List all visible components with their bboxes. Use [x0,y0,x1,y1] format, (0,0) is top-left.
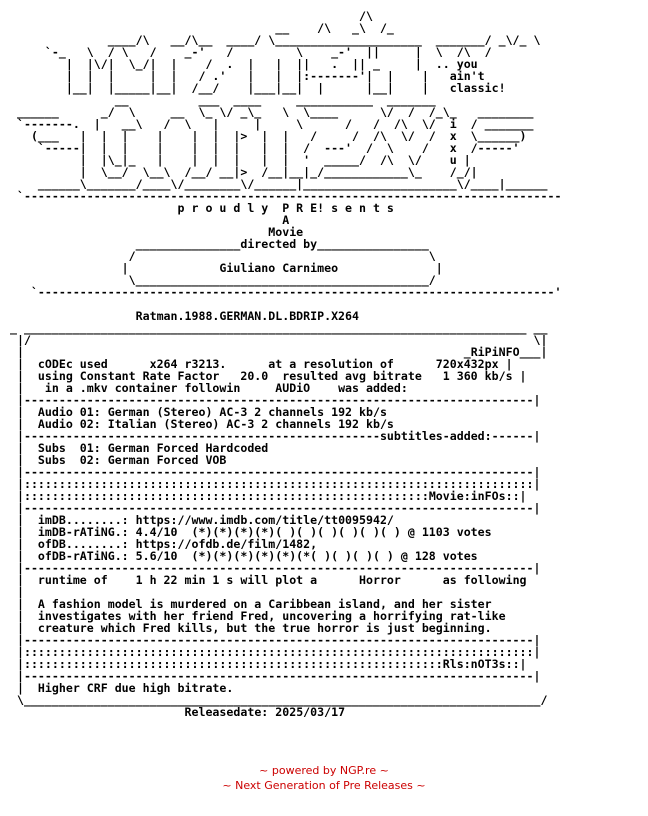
plot-line: investigates with her friend Fred, uncovering a horrifying rat-like [37,609,506,623]
ripinfo-line: using Constant Rate Factor 20.0 resulted avg bitrate 1 360 kb/s [37,369,513,383]
tagline-link[interactable]: ~ Next Generation of Pre Releases ~ [222,779,426,792]
notes-line: Higher CRF due high bitrate. [37,681,234,695]
ofdb-link-line: ofDB........: https://ofdb.de/film/1482, [37,537,318,551]
ripinfo-line: in a .mkv container followin AUDiO was added: [37,381,408,395]
ripinfo-line: cODEc used x264 r3213. at a resolution of 720x432px [37,357,499,371]
footer-tagline [0,779,648,793]
plot-line: A fashion model is murdered on a Caribbean island, and her sister [37,597,492,611]
imdb-link-line: imDB........: https://www.imdb.com/title/tt0095942/ [37,513,394,527]
movie-infos-header: Movie:inFOs: [428,489,513,503]
subtitle-line: Subs 01: German Forced Hardcoded [37,441,269,455]
audio-line: Audio 01: German (Stereo) AC-3 2 channels 192 kb/s [37,405,387,419]
info-box-bottom-border: \__________________________________________________________________________/ [10,693,548,707]
release-title: Ratman.1988.GERMAN.DL.BDRIP.X264 [135,309,360,323]
imdb-rating-line: imDB-rATiNG.: 4.4/10 (*)(*)(*)(*)( )( )( )( )( )( ) @ 1103 votes [37,525,492,539]
ascii-logo-art: /\ __ /\ _\ /_ ____/\ __/\__ ____/ \_____________________ _______/ _\/_ \ `-_ \ / \ / _-' / \ _-' || | \ /\ / | |\/| \_/| | / . | | || . || _ | .. you | | | | | / .' | | |:-------'| | | ain't |__| |_____|__| /__/ |___|__| | |__| | classic! __ ___ ____ ___________ _______ ______ _/ \ __ \_ \/ _\_ \ \____ \/ / /_\_ ________ `-------. | __\ / \ | | \ / / /\ \/ i / _______ (___ | | | | | | |> | | / / /\ \/ / x \______) `-----| | | | | | | | | / ---' / \ / x /-----' | |\_|_ | | | | | | ' _____/ /\ \/ u | | \__/ \__\ /__/ __|> /__|__|_/____________\_ /_/| ______\_______/____\/________\/______|______________________\/____|______ `----------------------------------------------------------------------------- p r o u d l y P R E! s e n t s A Movie _______________directed by________________ / \ | Giuliano Carnimeo | \__________________________________________/ `--------------------------------------------------------------------------' [16,9,562,299]
info-box-top-border: _ ________________________________________________________________________ __ |/ \| [10,321,548,347]
ripinfo-header: RiPiNFO [470,345,520,359]
footer-powered-by [0,764,648,778]
nfo-text: /\ __ /\ _\ /_ ____/\ __/\__ ____/ \_____________________ _______/ _\/_ \ `-_ \ / \ / _-' / \ _-' || | \ /\ / | |\/| \_/| | / . | | || . || _ | .. you | | | | | / .' | | |:-------'| | | ain't |__| |_____|__| /__/ |___|__| | |__| | classic! __ ___ ____ ___________ _______ ______ _/ \ __ \_ \/ _\_ \ \____ \/ / /_\_ ________ `-------. | __\ / \ | | \ / / /\ \/ i / _______ (___ | | | | | | |> | | / / /\ \/ / x \______) `-----| | | | | | | | | / ---' / \ / x /-----' | |\_|_ | | | | | | ' _____/ /\ \/ u | | \__/ \__\ /__/ __|> /__|__|_/____________\_ /_/| ______\_______/____\/________\/______|______________________\/____|______ `----------------------------------------------------------------------------- p r o u d l y P R E! s e n t s A Movie _______________directed by________________ / \ | Giuliano Carnimeo | \__________________________________________/ `--------------------------------------------------------------------------' Ratman.1988.GERMAN.DL.BDRIP.X264 _ ________________________________________________________________________ __ |/ \| | _RiPiNFO___| | cODEc used x264 r3213. at a resolution of 720x432px | | using Constant Rate Factor 20.0 resulted avg bitrate 1 360 kb/s | | in a .mkv container followin AUDiO was added: |-------------------------------------------------------------------------| | Audio 01: German (Stereo) AC-3 2 channels 192 kb/s | Audio 02: Italian (Stereo) AC-3 2 channels 192 kb/s |---------------------------------------------------subtitles-added:------| | Subs 01: German Forced Hardcoded | Subs 02: German Forced VOB |-------------------------------------------------------------------------| |:::::::::::::::::::::::::::::::::::::::::::::::::::::::::::::::::::::::::| |::::::::::::::::::::::::::::::::::::::::::::::::::::::::::Movie:inFOs::| |-------------------------------------------------------------------------| | imDB........: https://www.imdb.com/title/tt0095942/ | imDB-rATiNG.: 4.4/10 (*)(*)(*)(*)( )( )( )( )( )( ) @ 1103 votes | ofDB........: https://ofdb.de/film/1482, | ofDB-rATiNG.: 5.6/10 (*)(*)(*)(*)(*)(*( )( )( )( ) @ 128 votes |-------------------------------------------------------------------------| | runtime of 1 h 22 min 1 s will plot a Horror as following | | A fashion model is murdered on a Caribbean island, and her sister | investigates with her friend Fred, uncovering a horrifying rat-like | creature which Fred kills, but the true horror is just beginning. |-------------------------------------------------------------------------| |:::::::::::::::::::::::::::::::::::::::::::::::::::::::::::::::::::::::::| |::::::::::::::::::::::::::::::::::::::::::::::::::::::::::::Rls:nOT3s::| |-------------------------------------------------------------------------| | Higher CRF due high bitrate. \__________________________________________________________________________/ Releasedate: 2025/03/17 [10,9,562,719]
subtitle-line: Subs 02: German Forced VOB [37,453,227,467]
powered-by-link[interactable]: ~ powered by NGP.re ~ [259,764,389,777]
ofdb-rating-line: ofDB-rATiNG.: 5.6/10 (*)(*)(*)(*)(*)(*( )( )( )( ) @ 128 votes [37,549,478,563]
release-notes-header: Rls:nOT3s: [442,657,513,671]
plot-line: creature which Fred kills, but the true horror is just beginning. [37,621,492,635]
subtitles-header: subtitles-added: [379,429,492,443]
release-date: Releasedate: 2025/03/17 [184,705,346,719]
runtime-line: runtime of 1 h 22 min 1 s will plot a Horror as following [37,573,527,587]
audio-line: Audio 02: Italian (Stereo) AC-3 2 channels 192 kb/s [37,417,394,431]
